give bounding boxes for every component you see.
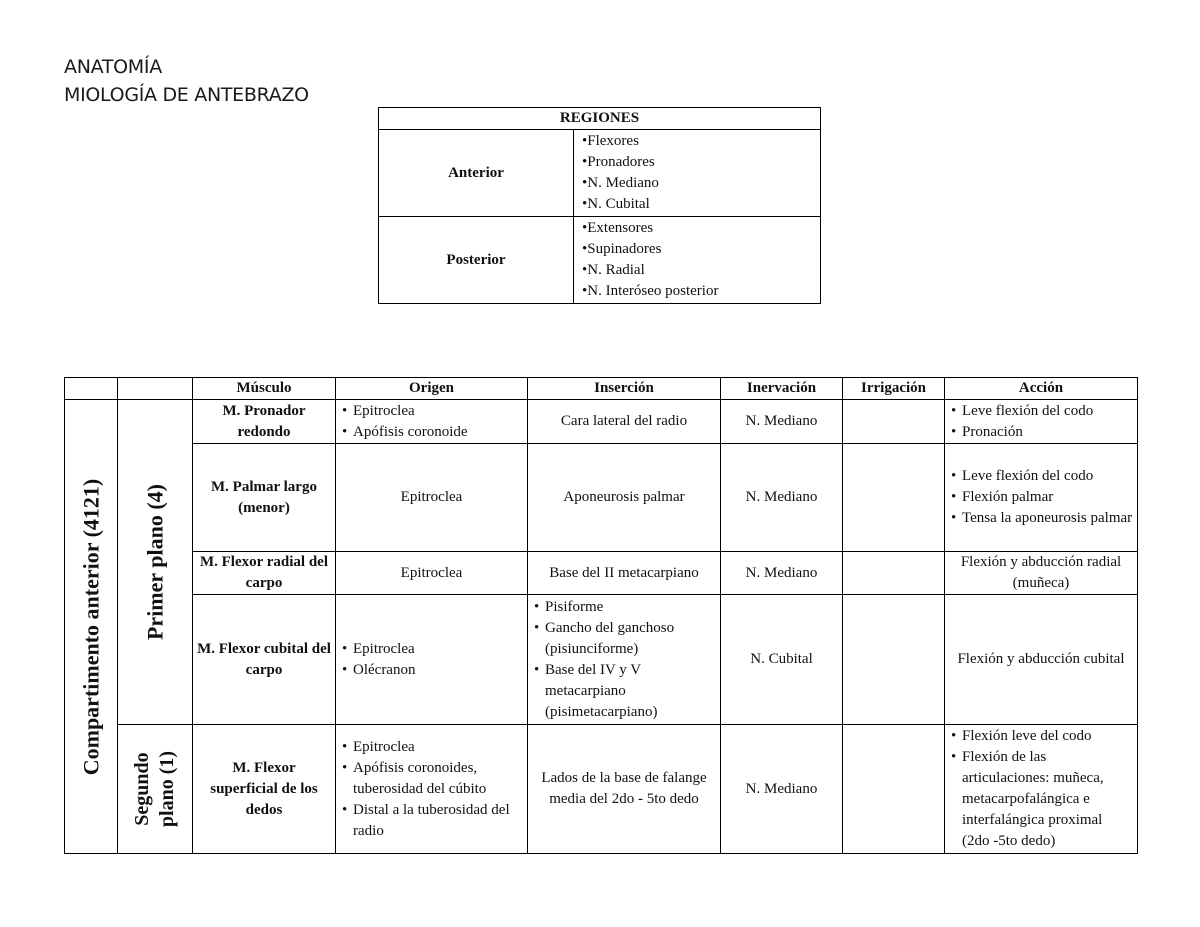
doc-title: ANATOMÍA [64,56,162,78]
region-row [379,130,821,217]
plane2-label-line2: plano (1) [156,750,178,828]
insercion-cell: Lados de la base de falange media del 2do - 5to dedo [528,725,721,854]
plane1-cell [118,400,193,725]
regiones-table [378,107,821,304]
list-item: • Apófisis coronoide [340,422,523,443]
header-cell: Inserción [528,378,721,400]
list-item: • Pronación [949,422,1133,443]
irrigacion-cell [843,444,945,552]
insercion-cell: Cara lateral del radio [528,400,721,444]
list-item: • Gancho del ganchoso (pisiunciforme) [532,618,716,660]
accion-cell: Flexión y abducción radial (muñeca) [945,552,1138,595]
insercion-cell: Aponeurosis palmar [528,444,721,552]
plane2-cell [118,725,193,854]
header-cell [118,378,193,400]
doc-subtitle: MIOLOGÍA DE ANTEBRAZO [64,84,309,106]
list-item: • Olécranon [340,660,523,681]
origen-cell [336,725,528,854]
region-item: •Supinadores [582,241,662,257]
origen-cell: Epitroclea [336,552,528,595]
accion-cell [945,725,1138,854]
list-item: • Flexión de las articulaciones: muñeca, metacarpofalángica e interfalángica proximal (2do -5to dedo) [949,747,1133,852]
table-row [65,552,1138,595]
irrigacion-cell [843,400,945,444]
compartment-cell [65,400,118,854]
musculo-cell: M. Pronador redondo [193,400,336,444]
table-row [65,595,1138,725]
list-item: • Pisiforme [532,597,716,618]
region-item: •Flexores [582,133,639,149]
header-cell: Inervación [721,378,843,400]
inervacion-cell: N. Mediano [721,725,843,854]
accion-cell: Flexión y abducción cubital [945,595,1138,725]
list-item: • Epitroclea [340,737,523,758]
list-item: • Epitroclea [340,639,523,660]
irrigacion-cell [843,552,945,595]
plane2-label [130,751,180,827]
muscle-table [64,377,1138,854]
region-item: •Pronadores [582,154,655,170]
list-item: • Epitroclea [340,401,523,422]
region-name: Anterior [379,130,574,217]
list-item: • Tensa la aponeurosis palmar [949,508,1133,529]
regiones-title: REGIONES [379,108,821,130]
irrigacion-cell [843,725,945,854]
table-row [65,400,1138,444]
musculo-cell: M. Palmar largo (menor) [193,444,336,552]
region-row [379,217,821,304]
compartment-label: Compartimento anterior (4121) [78,478,104,775]
inervacion-cell: N. Mediano [721,444,843,552]
accion-cell [945,400,1138,444]
origen-cell: Epitroclea [336,444,528,552]
region-item: •N. Mediano [582,175,659,191]
list-item: • Base del IV y V metacarpiano (pisimetacarpiano) [532,660,716,723]
header-cell: Músculo [193,378,336,400]
accion-cell [945,444,1138,552]
origen-cell [336,595,528,725]
table-row [65,444,1138,552]
musculo-cell: M. Flexor radial del carpo [193,552,336,595]
region-item: •N. Radial [582,262,645,278]
header-cell: Acción [945,378,1138,400]
region-items [574,130,821,217]
list-item: • Flexión leve del codo [949,726,1133,747]
region-item: •N. Cubital [582,196,650,212]
irrigacion-cell [843,595,945,725]
plane1-label: Primer plano (4) [142,483,168,641]
region-name: Posterior [379,217,574,304]
list-item: • Leve flexión del codo [949,466,1133,487]
list-item: • Flexión palmar [949,487,1133,508]
musculo-cell: M. Flexor cubital del carpo [193,595,336,725]
region-item: •Extensores [582,220,654,236]
musculo-cell: M. Flexor superficial de los dedos [193,725,336,854]
inervacion-cell: N. Cubital [721,595,843,725]
header-cell: Origen [336,378,528,400]
list-item: • Leve flexión del codo [949,401,1133,422]
list-item: • Apófisis coronoides, tuberosidad del cúbito [340,758,523,800]
region-item: •N. Interóseo posterior [582,283,719,299]
list-item: • Distal a la tuberosidad del radio [340,800,523,842]
inervacion-cell: N. Mediano [721,400,843,444]
origen-cell [336,400,528,444]
insercion-cell: Base del II metacarpiano [528,552,721,595]
header-row [65,378,1138,400]
header-cell [65,378,118,400]
insercion-cell [528,595,721,725]
region-items [574,217,821,304]
table-row [65,725,1138,854]
plane2-label-line1: Segundo [131,752,153,826]
inervacion-cell: N. Mediano [721,552,843,595]
header-cell: Irrigación [843,378,945,400]
